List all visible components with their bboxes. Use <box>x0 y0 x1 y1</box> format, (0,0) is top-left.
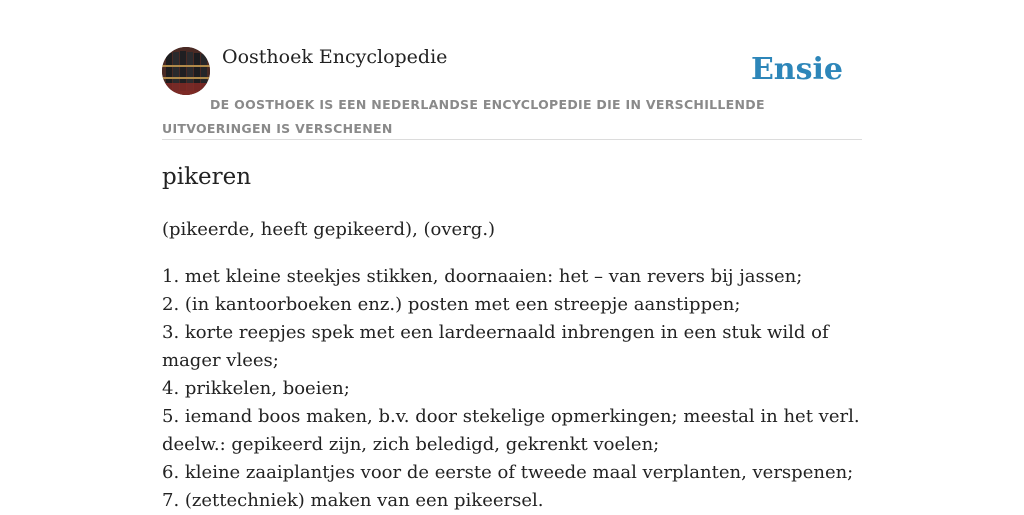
definition-item: 4. prikkelen, boeien; <box>162 378 350 399</box>
site-tagline: DE OOSTHOEK IS EEN NEDERLANDSE ENCYCLOPEDIE DIE IN VERSCHILLENDE UITVOERINGEN IS VERSCHENEN <box>162 97 765 136</box>
definition-list <box>162 263 862 515</box>
definition-item: 6. kleine zaaiplantjes voor de eerste of tweede maal verplanten, verspenen; <box>162 462 854 483</box>
definition-item: 1. met kleine steekjes stikken, doornaaien: het – van revers bij jassen; <box>162 266 803 287</box>
site-title[interactable]: Oosthoek Encyclopedie <box>222 46 448 68</box>
definition-item: 5. iemand boos maken, b.v. door stekelige opmerkingen; meestal in het verl. deelw.: gepikeerd zijn, zich beledigd, gekrenkt voelen; <box>162 406 860 455</box>
site-header <box>162 46 862 140</box>
definition-item: 7. (zettechniek) maken van een pikeersel. <box>162 490 544 511</box>
entry-title: pikeren <box>162 164 252 190</box>
encyclopedia-books-avatar[interactable] <box>162 47 210 95</box>
ensie-logo[interactable]: Ensie <box>750 52 843 87</box>
header-divider <box>162 139 862 140</box>
definition-item: 3. korte reepjes spek met een lardeernaald inbrengen in een stuk wild of mager vlees; <box>162 322 829 371</box>
definition-item: 2. (in kantoorboeken enz.) posten met een streepje aanstippen; <box>162 294 741 315</box>
entry-grammar: (pikeerde, heeft gepikeerd), (overg.) <box>162 219 496 240</box>
